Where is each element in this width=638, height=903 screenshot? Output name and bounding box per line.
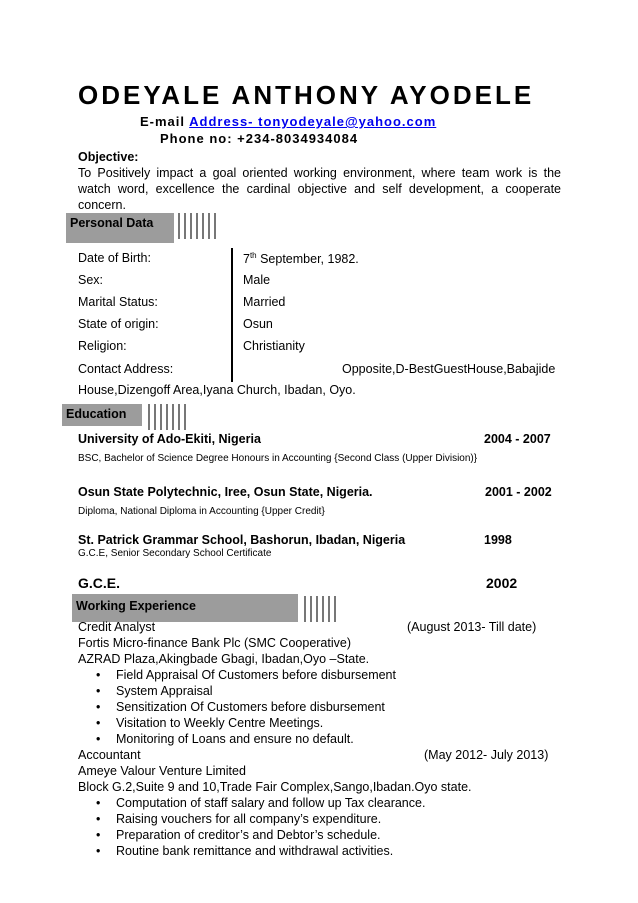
- address-label: Contact Address:: [78, 362, 174, 376]
- job-duty: • Routine bank remittance and withdrawal activities.: [96, 844, 394, 858]
- job-title: Credit Analyst: [78, 620, 156, 634]
- job-duty: • Visitation to Weekly Centre Meetings.: [96, 716, 324, 730]
- address-line-2: House,Dizengoff Area,Iyana Church, Ibadan, Oyo.: [78, 383, 356, 397]
- bullet-icon: •: [96, 668, 101, 682]
- education-detail: Diploma, National Diploma in Accounting {Upper Credit}: [78, 506, 325, 517]
- work-experience-heading: Working Experience: [72, 594, 298, 622]
- job-address: Block G.2,Suite 9 and 10,Trade Fair Complex,Sango,Ibadan.Oyo state.: [78, 780, 472, 794]
- job-duty: • Sensitization Of Customers before disbursement: [96, 700, 385, 714]
- education-detail: G.C.E, Senior Secondary School Certificate: [78, 548, 272, 559]
- section-divider-stripes: [178, 213, 220, 239]
- education-detail: BSC, Bachelor of Science Degree Honours in Accounting {Second Class (Upper Division)}: [78, 453, 478, 464]
- religion-value: Christianity: [243, 339, 305, 353]
- religion-label: Religion:: [78, 339, 127, 353]
- personal-data-divider: [231, 248, 233, 382]
- job-address: AZRAD Plaza,Akingbade Gbagi, Ibadan,Oyo –State.: [78, 652, 370, 666]
- bullet-icon: •: [96, 812, 101, 826]
- sex-label: Sex:: [78, 273, 104, 287]
- email-line: [140, 114, 436, 129]
- education-school: University of Ado-Ekiti, Nigeria: [78, 432, 261, 446]
- origin-label: State of origin:: [78, 317, 159, 331]
- sex-value: Male: [243, 273, 271, 287]
- dob-label: Date of Birth:: [78, 251, 151, 265]
- education-years: 2001 - 2002: [485, 485, 552, 499]
- bullet-icon: •: [96, 796, 101, 810]
- bullet-icon: •: [96, 700, 101, 714]
- job-duty: • Monitoring of Loans and ensure no default.: [96, 732, 354, 746]
- job-duty: • Raising vouchers for all company’s expenditure.: [96, 812, 382, 826]
- job-company: Fortis Micro-finance Bank Plc (SMC Cooperative): [78, 636, 351, 650]
- job-dates: (May 2012- July 2013): [424, 748, 549, 762]
- job-title: Accountant: [78, 748, 141, 762]
- job-dates: (August 2013- Till date): [407, 620, 537, 634]
- job-duty: • Preparation of creditor’s and Debtor’s schedule.: [96, 828, 381, 842]
- marital-label: Marital Status:: [78, 295, 158, 309]
- dob-rest: September, 1982.: [256, 252, 359, 267]
- education-school: Osun State Polytechnic, Iree, Osun State, Nigeria.: [78, 485, 373, 499]
- section-divider-stripes: [148, 404, 190, 430]
- marital-value: Married: [243, 295, 286, 309]
- personal-data-heading: Personal Data: [66, 213, 174, 243]
- objective-heading: Objective:: [78, 150, 139, 164]
- address-line-1: Opposite,D-BestGuestHouse,Babajide: [342, 362, 556, 376]
- bullet-icon: •: [96, 732, 101, 746]
- section-divider-stripes: [304, 596, 340, 622]
- email-label: E-mail: [140, 114, 190, 129]
- objective-text: To Positively impact a goal oriented working environment, where team work is the watch word, excellence the cardinal objective and self development, a cooperate concern.: [78, 166, 561, 212]
- dob-suffix: th: [249, 251, 257, 260]
- bullet-icon: •: [96, 684, 101, 698]
- job-company: Ameye Valour Venture Limited: [78, 764, 246, 778]
- job-duty: • System Appraisal: [96, 684, 213, 698]
- job-duty: • Computation of staff salary and follow up Tax clearance.: [96, 796, 426, 810]
- education-years: 2004 - 2007: [484, 432, 551, 446]
- candidate-name: ODEYALE ANTHONY AYODELE: [78, 80, 535, 110]
- dob-day: 7: [243, 252, 250, 267]
- education-school: G.C.E.: [78, 575, 121, 591]
- bullet-icon: •: [96, 716, 101, 730]
- education-heading: Education: [62, 404, 142, 426]
- dob-value: [243, 251, 359, 266]
- bullet-icon: •: [96, 828, 101, 842]
- job-duty: • Field Appraisal Of Customers before disbursement: [96, 668, 396, 682]
- education-school: St. Patrick Grammar School, Bashorun, Ibadan, Nigeria: [78, 533, 406, 547]
- education-years: 1998: [484, 533, 512, 547]
- email-link[interactable]: Address- tonyodeyale@yahoo.com: [189, 114, 437, 129]
- education-years: 2002: [486, 575, 518, 591]
- bullet-icon: •: [96, 844, 101, 858]
- origin-value: Osun: [243, 317, 273, 331]
- phone-number: Phone no: +234-8034934084: [160, 131, 359, 146]
